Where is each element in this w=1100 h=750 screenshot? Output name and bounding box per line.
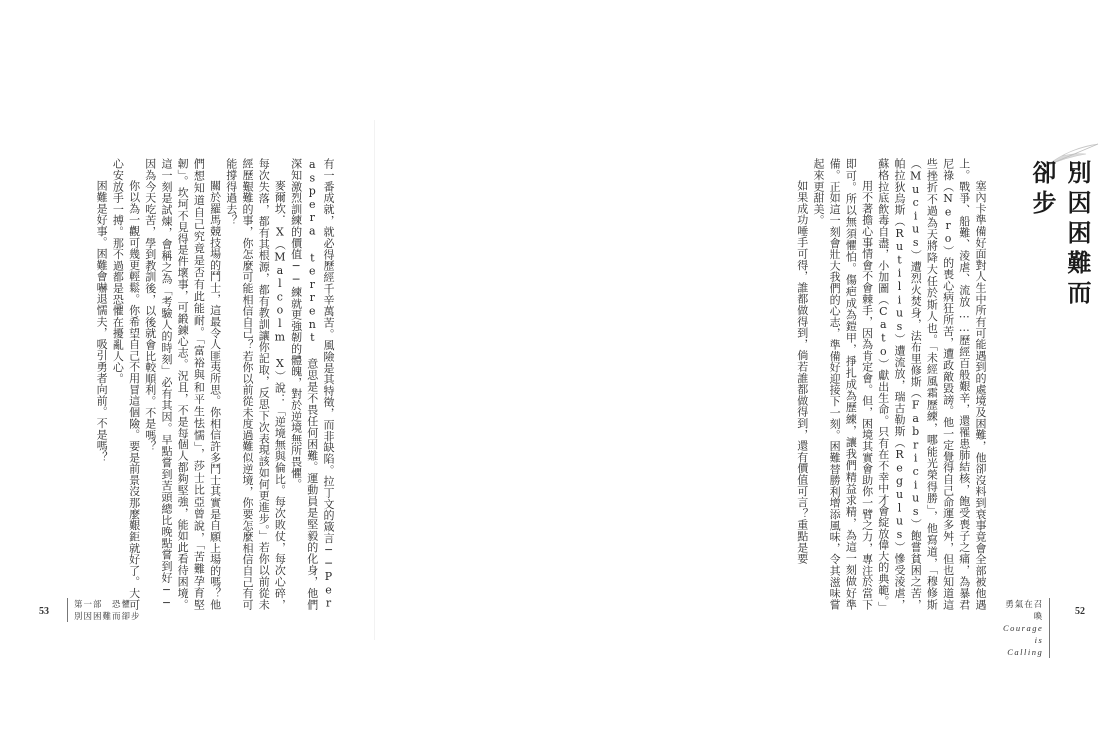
paragraph: 用不著擔心事情會不會棘手，因為肯定會。但，困境其實會助你一臂之力，專注於當下即可。所以無須懼怕。傷疤成為鎧甲，掙扎成為歷練，讓我們精益求精，為這一刻做好準備。正如這一刻會壯大我們的心志，準備好迎接下一刻。困難替勝利增添風味，令其滋味嘗起來更甜美。 bbox=[811, 158, 874, 610]
running-head-right bbox=[1003, 598, 1050, 658]
page-number-right: 52 bbox=[1075, 606, 1085, 617]
left-page-body bbox=[48, 158, 336, 610]
running-head-book-title: 勇氣在召喚 bbox=[1005, 599, 1044, 621]
chapter-title: 別因困難而卻步 bbox=[1028, 160, 1092, 310]
paragraph: 有一番成就，就必得歷經千辛萬苦。風險是其特徵，而非缺陷。拉丁文的箴言──Per aspera terrent 意思是不畏任何困難。運動員是堅毅的化身，他們深知激烈訓練的價值──練就更強韌的體魄，對於逆境無所畏懼。 bbox=[289, 158, 335, 610]
left-page bbox=[0, 0, 375, 750]
paragraph: 困難是好事。困難會嚇退懦夫，吸引勇者向前。不是嗎？ bbox=[95, 180, 109, 463]
right-page bbox=[375, 0, 1092, 750]
running-head-part: 第一部 恐懼 bbox=[74, 599, 132, 609]
running-head-left bbox=[67, 598, 141, 622]
paragraph: 關於羅馬競技場的鬥士，這最令人匪夷所思。你相信許多鬥士其實是自願上場的嗎？他們想知道自己究竟是否有此能耐。「富裕與和平生怯懦」，莎士比亞曾說，「苦難孕育堅韌」。坎坷不見得是件壞事，可鍛鍊心志。況且，不是每個人都夠堅強，能如此看待困境。這一刻是試煉，會稱之為「考驗人的時刻」必有其因。早點嘗到苦頭總比晚點嘗到好──因為今天吃苦，學到教訓後，以後就會比較順利。不是嗎？ bbox=[143, 158, 222, 610]
paragraph: 麥爾坎．X（Malcolm X）說：「逆境無與倫比。每次敗仗，每次心碎，每次失落，都有其根源，都有教訓讓你記取，反思下次表現該如何更進步。」若你以前從未經歷艱難的事，你怎麼可能相信自己？若你以前從未度過難似逆境，你要怎麼相信自己有可能撐得過去？ bbox=[224, 158, 287, 610]
paragraph: 你以為一觀可幾更輕鬆。你希望自己不用冒這個險。要是前景沒那麼艱鉅就好了。大可心安放手一搏。那不過都是恐懼在擾亂人心。 bbox=[111, 158, 141, 610]
running-head-chapter: 別因困難而卻步 bbox=[74, 611, 141, 621]
running-head-english-title: Courage is Calling bbox=[1003, 623, 1044, 657]
paragraph: 如果成功唾手可得，誰都做得到，倘若誰都做得到，還有價值可言？重點是要 bbox=[795, 180, 809, 565]
paragraph: 塞內卡準備好面對人生中所有可能遇到的處境及困難，他卻沒料到衰事竟會全部被他遇上。戰爭、船難、淩虐、流放……歷經百般艱辛，還罹患肺結核，飽受喪子之痛，為暴君尼祿（Nero）的喪心病狂所苦，遭政敵毀謗。他一定覺得自己命運多舛，但也知道這些挫折不過為天將降大任於斯人也。「未經風霜歷練，哪能光榮得勝」，他寫道，「穆修斯（Mucius）遭烈火焚身，法布里修斯（Fabricius）飽嘗貧困之苦，帕拉狄烏斯（Rutilius）遭流放，瑞古勒斯（Regulus）慘受淩虐，蘇格拉底飲毒自盡，小加圖（Cato）獻出生命。只有在不幸中才會綻放偉大的典範。」 bbox=[876, 158, 987, 613]
page-number-left: 53 bbox=[39, 606, 49, 617]
right-page-body bbox=[778, 158, 988, 613]
